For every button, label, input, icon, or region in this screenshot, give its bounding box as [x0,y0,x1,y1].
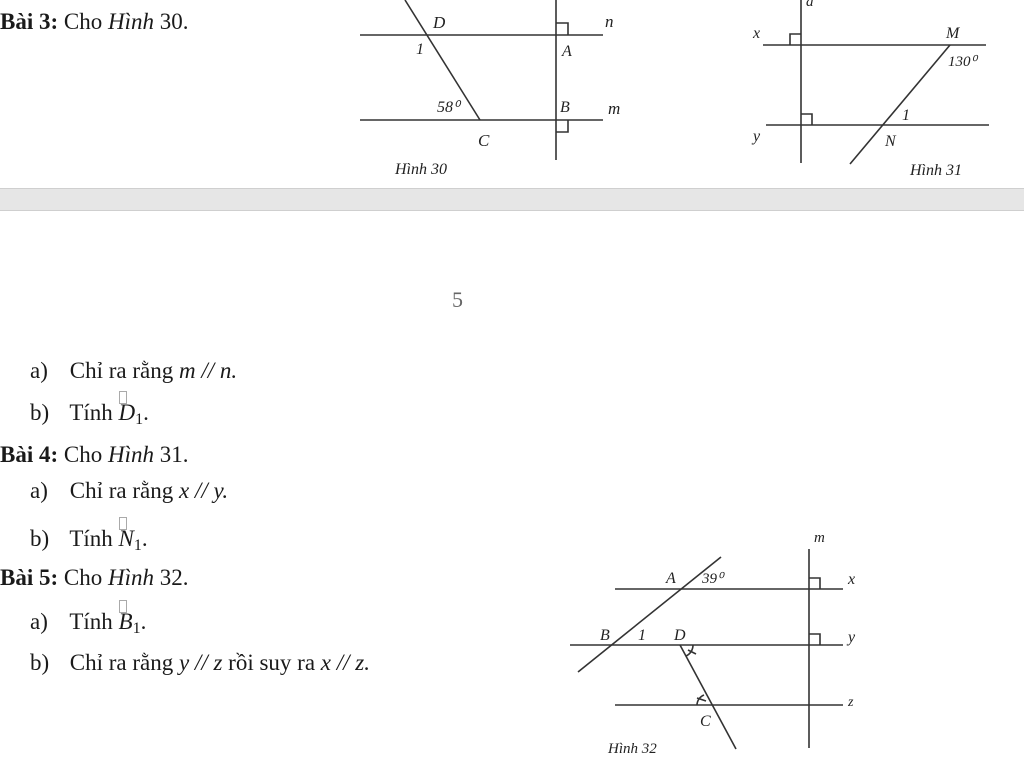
angle-subscript: 1 [135,411,144,428]
page-number: 5 [452,287,463,312]
page-top-section [0,0,1024,188]
label-1: 1 [416,41,424,58]
item-text: Tính [69,609,113,634]
item-text: Chỉ ra rằng [69,358,174,383]
figure-32 [560,520,880,770]
label-C: C [700,713,711,730]
label-y: y [848,629,856,646]
math-expression: y // z [178,650,223,675]
label-y: y [753,128,761,145]
label-1: 1 [638,627,646,644]
exercise-3-part-a [30,357,237,385]
exercise-4-figure-num: 31. [159,442,189,467]
exercise-4-text: Cho [63,442,103,467]
angle-b1 [119,608,141,643]
item-text: rồi suy ra [228,650,316,675]
angle-subscript: 1 [133,537,142,554]
exercise-5-number: Bài 5: [0,565,59,590]
label-x: x [753,25,761,42]
label-58deg: 58⁰ [437,99,460,116]
right-angle-y [809,634,820,645]
page-break-separator [0,188,1024,211]
math-expression: x // z. [320,650,370,675]
caption-hinh-30: Hình 30 [395,161,447,178]
item-text: Tính [69,400,113,425]
exercise-5-title [0,564,188,592]
line-ab [578,557,721,672]
period: . [143,400,149,425]
label-M: M [946,25,960,42]
label-a: a [806,0,814,10]
right-angle-x [809,578,820,589]
exercise-3-text: Cho [63,9,103,34]
exercise-4-hinh: Hình [107,442,154,467]
exercise-5-text: Cho [63,565,103,590]
label-130deg: 130⁰ [948,54,977,70]
exercise-3-number: Bài 3: [0,9,59,34]
label-N: N [885,133,896,150]
label-m: m [814,530,825,546]
math-expression: x // y. [178,478,229,503]
caption-hinh-32: Hình 32 [608,741,657,757]
figure-30 [350,0,650,190]
exercise-3-figure-num: 30. [159,9,189,34]
right-angle-b [556,120,568,132]
label-m: m [608,99,621,118]
exercise-4-title [0,441,188,469]
angle-d1 [119,399,144,434]
label-A: A [562,43,572,60]
label-D: D [433,13,446,32]
math-expression: m // n. [178,358,238,383]
exercise-4-number: Bài 4: [0,442,59,467]
angle-letter: D [118,400,136,425]
caption-hinh-31: Hình 31 [910,162,962,179]
label-D: D [674,627,686,644]
item-label: b) [30,650,50,675]
label-1: 1 [902,107,910,124]
item-text: Chỉ ra rằng [69,478,174,503]
right-angle-x [790,34,801,45]
label-n: n [605,12,614,31]
label-z: z [848,695,854,710]
right-angle-y [801,114,812,125]
exercise-4-part-b [30,525,148,560]
item-label: a) [30,478,48,503]
exercise-5-part-a [30,608,146,643]
exercise-4-part-a [30,477,228,505]
period: . [140,609,147,634]
angle-letter: N [118,526,134,551]
exercise-5-hinh: Hình [107,565,154,590]
item-text: Chỉ ra rằng [69,650,174,675]
angle-n1 [119,525,142,560]
label-B: B [560,99,570,116]
label-x: x [848,571,856,588]
label-A: A [666,570,676,587]
exercise-3-part-b [30,399,149,434]
angle-letter: B [118,609,133,634]
line-dc [680,645,736,749]
item-label: b) [30,526,50,551]
angle-subscript: 1 [132,620,141,637]
angle-hat-icon [119,391,127,404]
label-C: C [478,131,490,150]
label-39deg: 39⁰ [702,571,724,587]
angle-hat-icon [119,517,127,530]
period: . [141,526,148,551]
item-text: Tính [69,526,113,551]
exercise-3-hinh: Hình [107,9,154,34]
figure-31 [740,0,1024,190]
item-label: a) [30,609,48,634]
item-label: b) [30,400,50,425]
angle-hat-icon [119,600,127,613]
line-mn [850,45,950,164]
exercise-3-title [0,8,188,36]
label-B: B [600,627,610,644]
exercise-5-part-b [30,649,370,677]
right-angle-a [556,23,568,35]
exercise-5-figure-num: 32. [159,565,189,590]
item-label: a) [30,358,48,383]
